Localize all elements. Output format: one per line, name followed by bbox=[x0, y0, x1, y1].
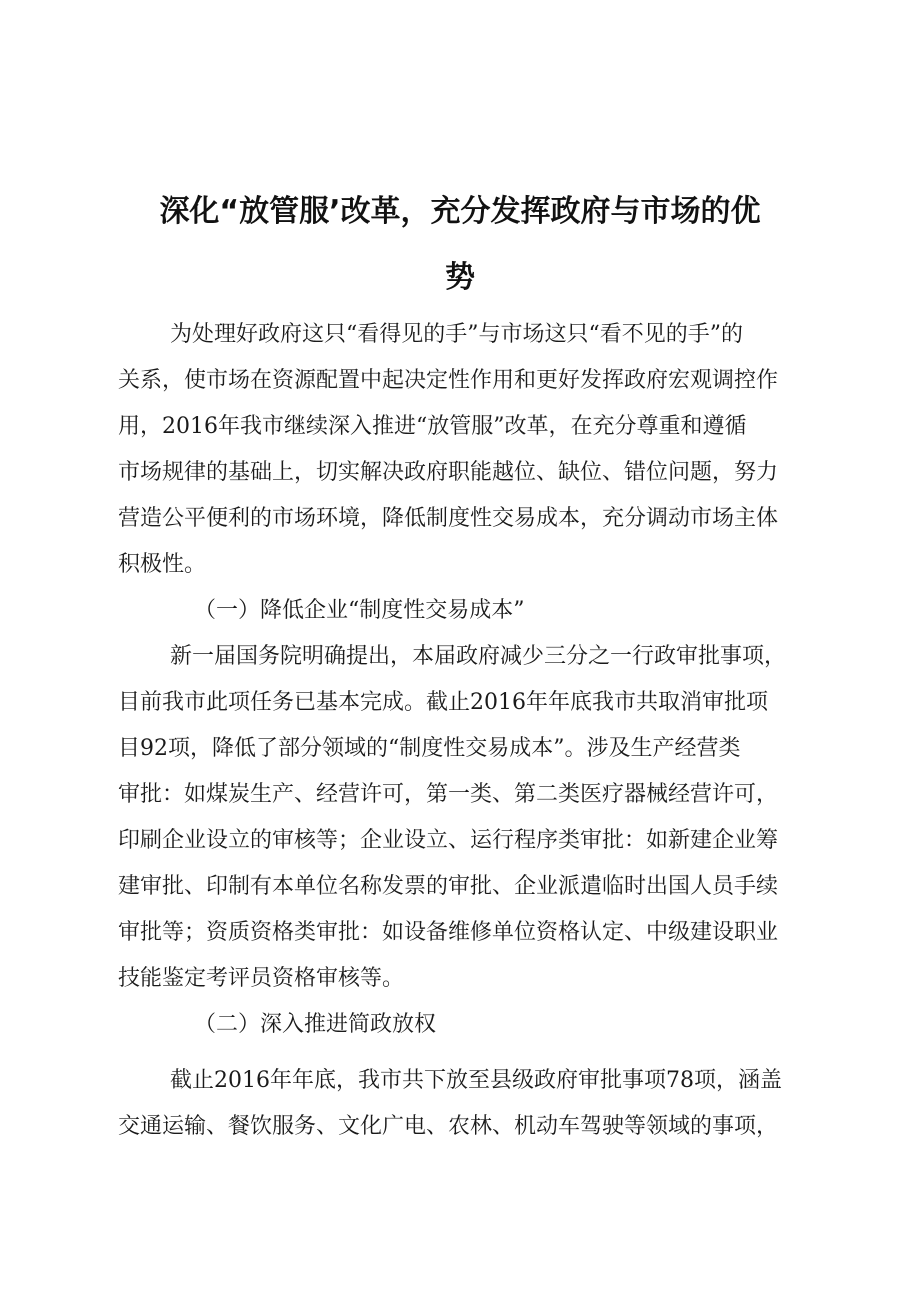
section-heading-1 bbox=[118, 588, 818, 634]
paragraph-line: 目前我市此项任务已基本完成。截止2016年年底我市共取消审批项 bbox=[118, 690, 768, 715]
paragraph-line: 截止2016年年底，我市共下放至县级政府审批事项78项，涵盖 bbox=[170, 1068, 782, 1093]
paragraph-line: 印刷企业设立的审核等；企业设立、运行程序类审批：如新建企业筹 bbox=[118, 828, 779, 853]
paragraph-line: 关系，使市场在资源配置中起决定性作用和更好发挥政府宏观调控作 bbox=[118, 368, 779, 393]
paragraph-line: 审批等；资质资格类审批：如设备维修单位资格认定、中级建设职业 bbox=[118, 920, 779, 945]
document-title-line-2: 势 bbox=[445, 260, 475, 295]
section-heading-text: （二）深入推进简政放权 bbox=[194, 1012, 437, 1037]
paragraph-line: 为处理好政府这只“看得见的手”与市场这只“看不见的手”的 bbox=[170, 322, 743, 347]
paragraph-line: 审批：如煤炭生产、经营许可，第一类、第二类医疗器械经营许可， bbox=[118, 782, 779, 807]
section-heading-2 bbox=[118, 1002, 818, 1048]
paragraph-line: 技能鉴定考评员资格审核等。 bbox=[118, 966, 405, 991]
paragraph-line: 建审批、印制有本单位名称发票的审批、企业派遣临时出国人员手续 bbox=[118, 874, 779, 899]
paragraph-line: 目92项，降低了部分领域的“制度性交易成本”。涉及生产经营类 bbox=[118, 736, 741, 761]
paragraph-line: 用，2016年我市继续深入推进“放管服”改革，在充分尊重和遵循 bbox=[118, 414, 747, 439]
paragraph-line: 市场规律的基础上，切实解决政府职能越位、缺位、错位问题，努力 bbox=[118, 460, 779, 485]
paragraph-line: 新一届国务院明确提出，本届政府减少三分之一行政审批事项， bbox=[170, 644, 787, 669]
paragraph-line: 交通运输、餐饮服务、文化广电、农林、机动车驾驶等领域的事项， bbox=[118, 1114, 779, 1139]
section-2-paragraph bbox=[118, 1058, 818, 1150]
section-heading-text: （一）降低企业“制度性交易成本” bbox=[194, 598, 525, 623]
document-title-line-1: 深化“放管服’改革，充分发挥政府与市场的优 bbox=[159, 194, 761, 229]
section-1-paragraph bbox=[118, 634, 818, 1002]
paragraph-line: 积极性。 bbox=[118, 552, 207, 577]
paragraph-line: 营造公平便利的市场环境，降低制度性交易成本，充分调动市场主体 bbox=[118, 506, 779, 531]
intro-paragraph bbox=[118, 312, 818, 588]
